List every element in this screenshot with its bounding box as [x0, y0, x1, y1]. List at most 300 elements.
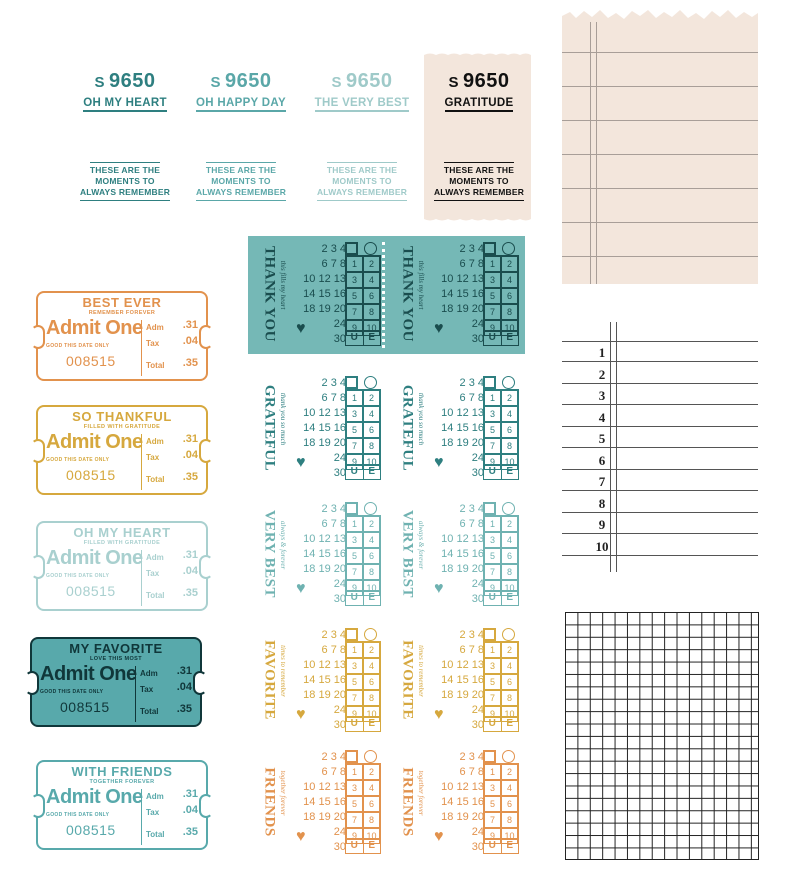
- calendar-e: E: [506, 466, 514, 477]
- calendar-grid-cell: 10: [501, 580, 518, 596]
- calendar-date-row: 10 12 13: [303, 781, 346, 793]
- calendar-grid-cell: 7: [346, 812, 363, 828]
- calendar-date-row: 18 19 20: [441, 437, 484, 449]
- ruled-line: [562, 188, 758, 189]
- numbered-list-number: 9: [598, 517, 606, 532]
- calendar-date-row: 24: [333, 578, 346, 590]
- calendar-grid-cell: 6: [363, 674, 380, 690]
- margin-line: [590, 22, 591, 284]
- calendar-grid-cell: 5: [346, 288, 363, 304]
- calendar-ue-box: [345, 839, 381, 854]
- ticket-adm-label: Adm: [146, 437, 164, 446]
- calendar-grid-cell: 6: [501, 674, 518, 690]
- stamp-number: S 9650: [210, 70, 272, 92]
- calendar-grid-cell: 4: [363, 406, 380, 422]
- numbered-list-number: 7: [598, 474, 606, 489]
- calendar-date-row: 14 15 16: [441, 796, 484, 808]
- stamp-moments: THESE ARE THE MOMENTS TO ALWAYS REMEMBER: [70, 162, 180, 201]
- calendar-grid: [345, 389, 381, 465]
- ticket-admit-one: Admit One: [46, 431, 143, 453]
- stamp-title: THE VERY BEST: [315, 97, 410, 112]
- calendar-grid-cell: 1: [484, 764, 501, 780]
- circle-icon: [364, 750, 377, 763]
- calendar-grid-cell: 7: [346, 304, 363, 320]
- ticket-total-value: .35: [182, 826, 198, 838]
- calendar-e: E: [368, 466, 376, 477]
- ticket-tax-value: .04: [176, 681, 192, 693]
- calendar-date-row: 10 12 13: [441, 407, 484, 419]
- calendar-grid-cell: 2: [501, 516, 518, 532]
- calendar-u: U: [346, 718, 364, 731]
- stamp-moments: THESE ARE THE MOMENTS TO ALWAYS REMEMBER: [186, 162, 296, 201]
- checkbox-square-icon: [483, 376, 496, 389]
- checkbox-square-icon: [345, 242, 358, 255]
- calendar-date-row: 6 7 8: [459, 258, 484, 270]
- calendar-date-row: 18 19 20: [441, 689, 484, 701]
- stamp-moments: THESE ARE THE MOMENTS TO ALWAYS REMEMBER: [424, 162, 534, 201]
- circle-icon: [502, 628, 515, 641]
- ticket-admit-one: Admit One: [46, 786, 143, 808]
- calendar-date-row: 18 19 20: [441, 563, 484, 575]
- ticket-adm-value: .31: [176, 665, 192, 677]
- stamp-number: S 9650: [331, 70, 393, 92]
- admit-ticket-with-friends: [36, 760, 208, 850]
- calendar-grid-cell: 6: [363, 796, 380, 812]
- heart-icon: ♥: [296, 454, 306, 471]
- calendar-date-row: 6 7 8: [321, 766, 346, 778]
- calendar-grid: [345, 641, 381, 717]
- ticket-total-value: .35: [182, 471, 198, 483]
- calendar-grid-cell: 8: [501, 690, 518, 706]
- calendar-date-row: 2 3 4: [459, 377, 484, 389]
- calendar-ue-box: [345, 465, 381, 480]
- calendar-grid: [483, 255, 519, 331]
- ticket-headline: MY FAVORITE: [69, 641, 163, 656]
- notebook-paper: [562, 22, 758, 284]
- calendar-date-row: 6 7 8: [321, 644, 346, 656]
- calendar-grid-cell: 8: [501, 438, 518, 454]
- ticket-total-value: .35: [182, 587, 198, 599]
- calendar-stamp: [390, 240, 520, 348]
- calendar-grid-cell: 5: [484, 288, 501, 304]
- numbered-list-number: 4: [598, 409, 606, 425]
- ticket-adm-label: Adm: [146, 553, 164, 562]
- calendar-date-row: 10 12 13: [303, 273, 346, 285]
- calendar-grid-cell: 2: [501, 764, 518, 780]
- calendar-grid-cell: 1: [346, 516, 363, 532]
- calendar-grid-cell: 2: [363, 516, 380, 532]
- calendar-word: THANK YOU: [261, 245, 278, 343]
- calendar-grid-cell: 4: [363, 272, 380, 288]
- calendar-date-row: 2 3 4: [321, 751, 346, 763]
- calendar-date-row: 30: [333, 841, 346, 853]
- numbered-row-line: [562, 361, 758, 362]
- calendar-date-row: 10 12 13: [303, 659, 346, 671]
- calendar-grid-cell: 1: [346, 764, 363, 780]
- ticket-tax-value: .04: [182, 565, 198, 577]
- numbered-list-number: 10: [595, 538, 609, 554]
- heart-icon: ♥: [296, 706, 306, 723]
- circle-icon: [502, 242, 515, 255]
- calendar-date-row: 24: [333, 704, 346, 716]
- ticket-tax-label: Tax: [146, 569, 160, 578]
- calendar-grid-cell: 10: [501, 828, 518, 844]
- calendar-script: times to remember: [279, 645, 287, 697]
- calendar-u: U: [346, 592, 364, 605]
- calendar-grid: [345, 763, 381, 839]
- calendar-grid-cell: 9: [484, 706, 501, 722]
- numbered-list-number: 6: [598, 452, 606, 468]
- ticket-total-value: .35: [176, 703, 192, 715]
- calendar-grid-cell: 2: [363, 390, 380, 406]
- calendar-grid: [483, 389, 519, 465]
- calendar-grid-cell: 8: [501, 304, 518, 320]
- calendar-grid-cell: 7: [484, 304, 501, 320]
- ticket-tax-value: .04: [182, 449, 198, 461]
- torn-edge-top: [424, 52, 531, 60]
- ruled-line: [562, 120, 758, 121]
- calendar-stamp: [252, 500, 382, 608]
- calendar-e: E: [506, 718, 514, 729]
- calendar-date-row: 10 12 13: [441, 781, 484, 793]
- ticket-headline: WITH FRIENDS: [71, 764, 173, 779]
- calendar-grid-cell: 4: [501, 658, 518, 674]
- ticket-serial: 008515: [66, 583, 116, 599]
- calendar-e: E: [368, 592, 376, 603]
- calendar-grid-cell: 4: [501, 780, 518, 796]
- calendar-u: U: [484, 332, 502, 345]
- calendar-grid-cell: 6: [363, 288, 380, 304]
- calendar-grid-cell: 10: [363, 828, 380, 844]
- ticket-good-date: GOOD THIS DATE ONLY: [46, 457, 110, 463]
- numbered-list-number: 8: [598, 495, 606, 511]
- numbered-list-number: 5: [598, 431, 606, 446]
- calendar-grid-cell: 8: [363, 564, 380, 580]
- calendar-script: together forever: [279, 770, 287, 816]
- checkbox-square-icon: [345, 376, 358, 389]
- stamp-number: S 9650: [448, 70, 510, 92]
- calendar-date-row: 14 15 16: [303, 288, 346, 300]
- calendar-grid-cell: 5: [484, 548, 501, 564]
- checkbox-square-icon: [483, 750, 496, 763]
- calendar-grid-cell: 5: [484, 796, 501, 812]
- calendar-date-row: 2 3 4: [459, 503, 484, 515]
- ruled-line: [562, 222, 758, 223]
- calendar-grid-cell: 6: [501, 548, 518, 564]
- calendar-grid-cell: 1: [346, 390, 363, 406]
- numbered-row-line: [562, 447, 758, 448]
- ticket-adm-label: Adm: [146, 792, 164, 801]
- ticket-adm-value: .31: [182, 549, 198, 561]
- ticket-good-date: GOOD THIS DATE ONLY: [46, 343, 110, 349]
- calendar-date-row: 18 19 20: [441, 811, 484, 823]
- calendar-date-row: 18 19 20: [303, 563, 346, 575]
- calendar-e: E: [506, 840, 514, 851]
- calendar-grid-cell: 6: [501, 288, 518, 304]
- calendar-script: thank you so much: [417, 392, 425, 446]
- calendar-date-row: 14 15 16: [441, 288, 484, 300]
- ruled-line: [562, 154, 758, 155]
- ruled-line: [562, 52, 758, 53]
- ticket-headline: OH MY HEART: [73, 525, 171, 540]
- calendar-date-row: 14 15 16: [441, 674, 484, 686]
- calendar-grid-cell: 2: [501, 642, 518, 658]
- ticket-headline: BEST EVER: [82, 295, 162, 310]
- calendar-grid-cell: 4: [363, 780, 380, 796]
- calendar-grid: [483, 641, 519, 717]
- circle-icon: [364, 628, 377, 641]
- calendar-date-row: 10 12 13: [441, 659, 484, 671]
- calendar-u: U: [346, 332, 364, 345]
- calendar-date-row: 18 19 20: [303, 689, 346, 701]
- calendar-grid-cell: 10: [501, 706, 518, 722]
- calendar-grid-cell: 9: [484, 320, 501, 336]
- calendar-grid-cell: 6: [501, 796, 518, 812]
- numbered-list-number: 3: [598, 388, 606, 403]
- calendar-word: FRIENDS: [399, 767, 416, 837]
- calendar-ue-box: [345, 591, 381, 606]
- calendar-date-row: 14 15 16: [303, 548, 346, 560]
- ticket-tax-value: .04: [182, 335, 198, 347]
- calendar-date-row: 30: [471, 841, 484, 853]
- calendar-grid: [483, 515, 519, 591]
- calendar-grid-cell: 8: [363, 304, 380, 320]
- calendar-stamp: [390, 500, 520, 608]
- calendar-date-row: 6 7 8: [459, 518, 484, 530]
- numbered-row-line: [562, 383, 758, 384]
- ticket-adm-value: .31: [182, 433, 198, 445]
- ticket-subline: FILLED WITH GRATITUDE: [83, 424, 161, 430]
- calendar-grid-cell: 1: [484, 642, 501, 658]
- calendar-date-row: 2 3 4: [321, 243, 346, 255]
- heart-icon: ♥: [434, 580, 444, 597]
- numbered-list-number: 2: [598, 366, 606, 382]
- ticket-serial: 008515: [66, 467, 116, 483]
- checkbox-square-icon: [345, 502, 358, 515]
- calendar-grid-cell: 5: [484, 422, 501, 438]
- calendar-date-row: 14 15 16: [441, 548, 484, 560]
- calendar-grid-cell: 7: [346, 438, 363, 454]
- calendar-ue-box: [345, 331, 381, 346]
- numbered-list-stamp: [562, 322, 758, 572]
- calendar-date-row: 18 19 20: [303, 303, 346, 315]
- calendar-grid-cell: 3: [346, 658, 363, 674]
- admit-ticket-my-favorite: [30, 637, 202, 727]
- ruled-line: [562, 256, 758, 257]
- numbered-row-line: [562, 555, 758, 556]
- ticket-total-value: .35: [182, 357, 198, 369]
- ticket-subline: FILLED WITH GRATITUDE: [83, 540, 161, 546]
- grid-paper-stamp: [565, 612, 759, 860]
- calendar-date-row: 30: [471, 719, 484, 731]
- calendar-grid-cell: 6: [363, 548, 380, 564]
- calendar-date-row: 30: [471, 333, 484, 345]
- calendar-date-row: 6 7 8: [321, 258, 346, 270]
- calendar-grid-cell: 9: [346, 320, 363, 336]
- calendar-date-row: 30: [471, 467, 484, 479]
- checkbox-square-icon: [483, 628, 496, 641]
- heart-icon: ♥: [434, 454, 444, 471]
- calendar-grid-cell: 3: [484, 272, 501, 288]
- calendar-date-row: 24: [333, 826, 346, 838]
- calendar-date-row: 6 7 8: [321, 518, 346, 530]
- calendar-date-row: 30: [471, 593, 484, 605]
- calendar-grid-cell: 10: [501, 320, 518, 336]
- calendar-ue-box: [483, 591, 519, 606]
- ticket-serial: 008515: [66, 353, 116, 369]
- ticket-good-date: GOOD THIS DATE ONLY: [46, 812, 110, 818]
- calendar-date-row: 14 15 16: [303, 674, 346, 686]
- calendar-grid-cell: 2: [501, 256, 518, 272]
- ticket-subline: REMEMBER FOREVER: [88, 310, 156, 316]
- calendar-grid-cell: 10: [363, 454, 380, 470]
- heart-icon: ♥: [434, 828, 444, 845]
- numbered-list-number: 1: [598, 345, 606, 360]
- calendar-date-row: 14 15 16: [303, 796, 346, 808]
- calendar-date-row: 24: [333, 452, 346, 464]
- numbered-row-line: [562, 490, 758, 491]
- stamp-number: S 9650: [94, 70, 156, 92]
- calendar-word: GRATEFUL: [399, 384, 416, 472]
- calendar-e: E: [368, 332, 376, 343]
- ticket-headline: SO THANKFUL: [72, 409, 172, 424]
- circle-icon: [502, 502, 515, 515]
- calendar-grid-cell: 1: [346, 642, 363, 658]
- calendar-ue-box: [483, 465, 519, 480]
- calendar-date-row: 18 19 20: [303, 437, 346, 449]
- calendar-date-row: 6 7 8: [321, 392, 346, 404]
- calendar-grid-cell: 10: [501, 454, 518, 470]
- calendar-script: this fills my heart: [279, 260, 287, 310]
- ticket-tax-label: Tax: [140, 685, 154, 694]
- stamp-title: OH HAPPY DAY: [196, 97, 286, 112]
- calendar-date-row: 6 7 8: [459, 392, 484, 404]
- ticket-good-date: GOOD THIS DATE ONLY: [46, 573, 110, 579]
- calendar-date-row: 2 3 4: [321, 503, 346, 515]
- calendar-stamp: [252, 748, 382, 856]
- stamp-title: GRATITUDE: [445, 97, 514, 112]
- admit-ticket-so-thankful: [36, 405, 208, 495]
- ticket-total-label: Total: [140, 707, 159, 716]
- calendar-date-row: 2 3 4: [459, 629, 484, 641]
- numbered-row-line: [562, 341, 758, 342]
- ticket-total-label: Total: [146, 475, 165, 484]
- calendar-grid-cell: 4: [363, 532, 380, 548]
- number-stamp-gratitude: [424, 70, 534, 197]
- calendar-date-row: 24: [471, 318, 484, 330]
- calendar-grid-cell: 2: [363, 642, 380, 658]
- calendar-script: always & forever: [279, 520, 287, 570]
- calendar-date-row: 2 3 4: [459, 751, 484, 763]
- calendar-grid-cell: 4: [501, 532, 518, 548]
- numbered-row-line: [562, 512, 758, 513]
- calendar-grid-cell: 7: [346, 690, 363, 706]
- ticket-total-label: Total: [146, 830, 165, 839]
- number-stamp-oh-my-heart: [70, 70, 180, 197]
- calendar-grid-cell: 6: [501, 422, 518, 438]
- calendar-script: times to remember: [417, 645, 425, 697]
- calendar-date-row: 10 12 13: [303, 533, 346, 545]
- margin-line: [596, 22, 597, 284]
- calendar-date-row: 24: [333, 318, 346, 330]
- calendar-grid-cell: 8: [363, 438, 380, 454]
- calendar-date-row: 6 7 8: [459, 766, 484, 778]
- calendar-grid-cell: 8: [363, 690, 380, 706]
- calendar-stamp: [390, 626, 520, 734]
- circle-icon: [364, 502, 377, 515]
- circle-icon: [364, 376, 377, 389]
- calendar-stamp: [252, 240, 382, 348]
- calendar-word: GRATEFUL: [261, 384, 278, 472]
- calendar-ue-box: [483, 839, 519, 854]
- calendar-grid: [345, 255, 381, 331]
- stamp-title: OH MY HEART: [83, 97, 167, 112]
- calendar-grid-cell: 3: [484, 532, 501, 548]
- calendar-grid-cell: 3: [484, 658, 501, 674]
- calendar-grid-cell: 4: [501, 406, 518, 422]
- checkbox-square-icon: [483, 502, 496, 515]
- calendar-u: U: [484, 840, 502, 853]
- ticket-adm-value: .31: [182, 788, 198, 800]
- admit-ticket-oh-my-heart: [36, 521, 208, 611]
- calendar-word: FRIENDS: [261, 767, 278, 837]
- calendar-grid-cell: 9: [484, 828, 501, 844]
- calendar-u: U: [346, 466, 364, 479]
- calendar-stamp: [252, 626, 382, 734]
- calendar-u: U: [484, 592, 502, 605]
- calendar-date-row: 30: [333, 719, 346, 731]
- circle-icon: [502, 750, 515, 763]
- calendar-stamp: [390, 374, 520, 482]
- calendar-date-row: 2 3 4: [321, 377, 346, 389]
- calendar-grid-cell: 9: [484, 580, 501, 596]
- calendar-stamp: [390, 748, 520, 856]
- calendar-word: VERY BEST: [261, 509, 278, 599]
- ticket-adm-value: .31: [182, 319, 198, 331]
- calendar-e: E: [506, 332, 514, 343]
- calendar-date-row: 24: [471, 452, 484, 464]
- calendar-grid-cell: 5: [346, 548, 363, 564]
- calendar-grid-cell: 9: [484, 454, 501, 470]
- calendar-grid-cell: 8: [501, 564, 518, 580]
- calendar-stamp: [252, 374, 382, 482]
- calendar-word: FAVORITE: [399, 640, 416, 720]
- ticket-serial: 008515: [66, 822, 116, 838]
- calendar-e: E: [368, 718, 376, 729]
- ticket-subline: LOVE THIS MOST: [89, 656, 143, 662]
- calendar-grid-cell: 5: [346, 674, 363, 690]
- calendar-grid-cell: 2: [363, 764, 380, 780]
- calendar-e: E: [506, 592, 514, 603]
- calendar-ue-box: [345, 717, 381, 732]
- calendar-grid: [483, 763, 519, 839]
- heart-icon: ♥: [296, 828, 306, 845]
- calendar-grid-cell: 6: [363, 422, 380, 438]
- calendar-grid-cell: 7: [484, 438, 501, 454]
- calendar-grid-cell: 3: [484, 406, 501, 422]
- calendar-grid-cell: 10: [363, 706, 380, 722]
- calendar-grid-cell: 4: [501, 272, 518, 288]
- calendar-word: VERY BEST: [399, 509, 416, 599]
- calendar-date-row: 2 3 4: [459, 243, 484, 255]
- calendar-script: always & forever: [417, 520, 425, 570]
- calendar-date-row: 14 15 16: [441, 422, 484, 434]
- calendar-grid-cell: 9: [346, 706, 363, 722]
- calendar-grid-cell: 9: [346, 828, 363, 844]
- calendar-grid-cell: 8: [363, 812, 380, 828]
- calendar-u: U: [346, 840, 364, 853]
- calendar-ue-box: [483, 331, 519, 346]
